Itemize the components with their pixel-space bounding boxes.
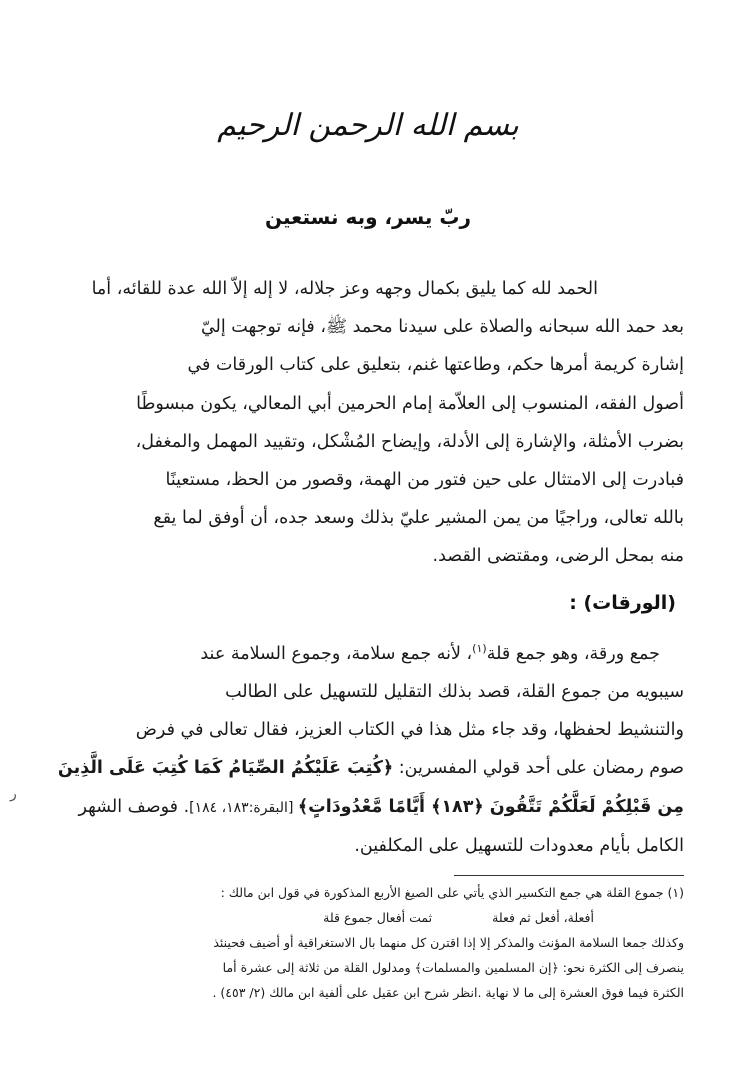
text-line: والتنشيط لحفظها، وقد جاء مثل هذا في الكتاب العزيز، فقال تعالى في فرض <box>135 720 684 741</box>
text-line: منه بمحل الرضى، ومقتضى القصد. <box>432 546 684 567</box>
text-line <box>48 630 684 673</box>
footnote-reference[interactable]: (١) <box>472 642 487 655</box>
text-line: فبادرت إلى الامتثال على حين فتور من الهمة، وقصور من الحظ، مستعينًا <box>165 470 684 491</box>
text-line: سيبويه من جموع القلة، قصد بذلك التقليل للتسهيل على الطالب <box>225 682 684 703</box>
verse-hemistich: أفعلة، أفعل ثم فعلة <box>492 910 594 925</box>
footnote-line: (١) جموع القلة هي جمع التكسير الذي يأتي على الصيغ الأربع المذكورة في قول ابن مالك : <box>220 885 684 900</box>
quran-verse: ﴿كُتِبَ عَلَيْكُمُ الصِّيَامُ كَمَا كُتِبَ عَلَى الَّذِينَ <box>57 758 394 779</box>
verse-citation: [البقرة:١٨٣، ١٨٤] <box>189 799 298 816</box>
text-segment: جمع ورقة، وهو جمع قلة <box>486 643 660 664</box>
text-line: بضرب الأمثلة، والإشارة إلى الأدلة، وإيضاح المُشْكل، وتقييد المهمل والمغفل، <box>135 431 684 452</box>
text-line: بعد حمد الله سبحانه والصلاة على سيدنا محمد ﷺ، فإنه توجهت إليّ <box>200 317 684 338</box>
section-heading: (الورقات) : <box>569 592 676 614</box>
text-line: أصول الفقه، المنسوب إلى العلاّمة إمام الحرمين أبي المعالي، يكون مبسوطًا <box>136 393 684 414</box>
text-line: بالله تعالى، وراجيًا من يمن المشير عليّ بذلك وسعد جده، أن أوفق لما يقع <box>153 508 684 529</box>
text-line <box>48 788 684 827</box>
text-segment: . فوصف الشهر <box>78 796 190 817</box>
footnote-separator <box>454 875 684 876</box>
poetry-verse <box>48 905 684 930</box>
basmala-calligraphy: بسم الله الرحمن الرحيم <box>217 108 519 143</box>
page-subtitle: ربّ يسر، وبه نستعين <box>265 205 471 229</box>
footnote-line: ينصرف إلى الكثرة نحو: ﴿إن المسلمين والمسلمات﴾ ومدلول القلة من ثلاثة إلى عشرة أما <box>222 960 684 975</box>
margin-mark: ر <box>10 786 17 802</box>
intro-paragraph <box>48 270 684 576</box>
text-segment: صوم رمضان على أحد قولي المفسرين: <box>393 758 684 779</box>
text-line: الكامل بأيام معدودات للتسهيل على المكلفين. <box>354 835 684 856</box>
footnotes-block <box>48 880 684 1005</box>
quran-verse: مِن قَبْلِكُمْ لَعَلَّكُمْ تَتَّقُونَ ﴿١٨٣﴾ أَيَّامًا مَّعْدُودَاتٍ﴾ <box>297 796 684 817</box>
footnote-line: الكثرة فيما فوق العشرة إلى ما لا نهاية .انظر شرح ابن عقيل على ألفية ابن مالك (٢/ ٤٥٣) . <box>212 985 684 1000</box>
text-line: الحمد لله كما يليق بكمال وجهه وعز جلاله، لا إله إلاّ الله عدة للقائه، أما <box>91 279 598 299</box>
main-paragraph <box>48 630 684 865</box>
footnote-line: وكذلك جمعا السلامة المؤنث والمذكر إلا إذا اقترن كل منهما بال الاستغراقية أو أضيف فحينئذ <box>213 935 684 950</box>
verse-hemistich: ثمت أفعال جموع قلة <box>323 910 433 925</box>
text-line: إشارة كريمة أمرها حكم، وطاعتها غنم، بتعليق على كتاب الورقات في <box>187 355 684 376</box>
text-segment: ، لأنه جمع سلامة، وجموع السلامة عند <box>200 643 473 664</box>
text-line <box>48 749 684 787</box>
